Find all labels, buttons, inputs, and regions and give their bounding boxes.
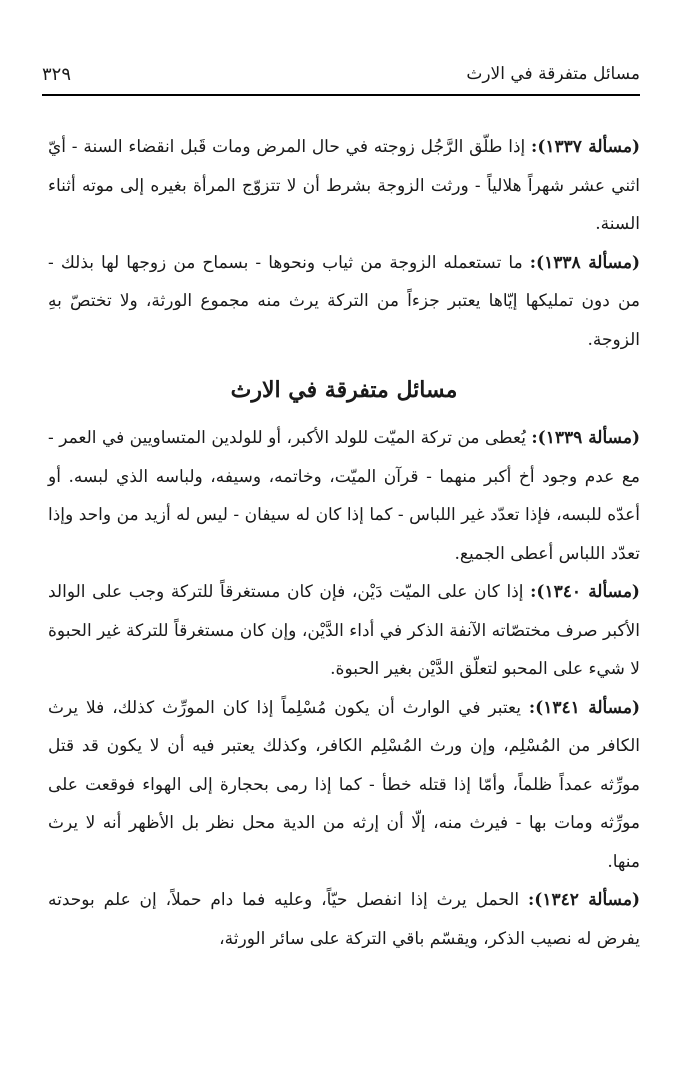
issue-label: (مسألة ١٣٤٢): (527, 890, 640, 910)
issue-paragraph-1338 (48, 244, 640, 360)
issue-label: (مسألة ١٣٣٩): (531, 428, 640, 448)
issue-paragraph-1341 (48, 689, 640, 882)
issue-paragraph-1339 (48, 419, 640, 573)
issue-paragraph-1342 (48, 881, 640, 958)
page-header (42, 62, 640, 96)
issue-text: إذا كان على الميّت دَيْن، فإن كان مستغرقاً للتركة وجب على الوالد الأكبر صرف مختصّاته الآنفة الذكر في أداء الدَّيْن، وإن كان مستغرقاً للتركة غير الحبوة لا شيء على المحبو لتعلّق الدَّيْن بغير الحبوة. (48, 582, 640, 679)
page-number: ٣٢٩ (42, 64, 72, 85)
running-title: مسائل متفرقة في الارث (466, 64, 640, 84)
issue-label: (مسألة ١٣٤١): (528, 697, 640, 718)
issue-text: ما تستعمله الزوجة من ثياب ونحوها - بسماح من زوجها لها بذلك - من دون تمليكها إيّاها يعتبر جزءاً من التركة يرث منه مجموع الورثة، ولا تختصّ بهِ الزوجة. (48, 252, 640, 350)
issue-text: يعتبر في الوارث أن يكون مُسْلِماً إذا كان المورِّث كذلك، فلا يرث الكافر من المُسْلِم، وإن ورث المُسْلِم الكافر، وكذلك يعتبر فيه أن لا يكون قد قتل مورِّثه عمداً ظلماً، وأمّا إذا قتله خطأ - كما إذا رمى بحجارة إلى الهواء فوقعت على مورِّثه ومات بها - فيرث منه، إلّا أن إرثه من الدية محل نظر بل الأظهر أنه لا يرث منها. (48, 697, 640, 872)
issue-paragraph-1340 (48, 573, 640, 689)
issue-paragraph-1337 (48, 128, 640, 244)
issue-label: (مسألة ١٣٤٠): (530, 582, 640, 602)
issue-label: (مسألة ١٣٣٧): (531, 137, 640, 157)
issue-text: يُعطى من تركة الميّت للولد الأكبر، أو للولدين المتساويين في العمر - مع عدم وجود أخ أكبر منهما - قرآن الميّت، وخاتمه، وسيفه، ولباسه الذي لبسه. أو أعدّه للبسه، فإذا تعدّد غير اللباس - كما إذا كان له سيفان - ليس له أزيد من واحد وإذا تعدّد اللباس أعطى الجميع. (48, 428, 640, 564)
page-body (48, 128, 640, 958)
issue-text: الحمل يرث إذا انفصل حيّاً، وعليه فما دام حملاً، إن علم بوحدته يفرض له نصيب الذكر، ويقسّم باقي التركة على سائر الورثة، (48, 890, 640, 949)
section-heading: مسائل متفرقة في الارث (230, 377, 458, 403)
issue-label: (مسألة ١٣٣٨): (529, 252, 640, 273)
issue-text: إذا طلّق الرَّجُل زوجته في حال المرض ومات قَبل انقضاء السنة - أيّ اثني عشر شهراً هلالياً - ورثت الزوجة بشرط أن لا تتزوّج المرأة بغيره إلى موته أثناء السنة. (48, 137, 640, 234)
